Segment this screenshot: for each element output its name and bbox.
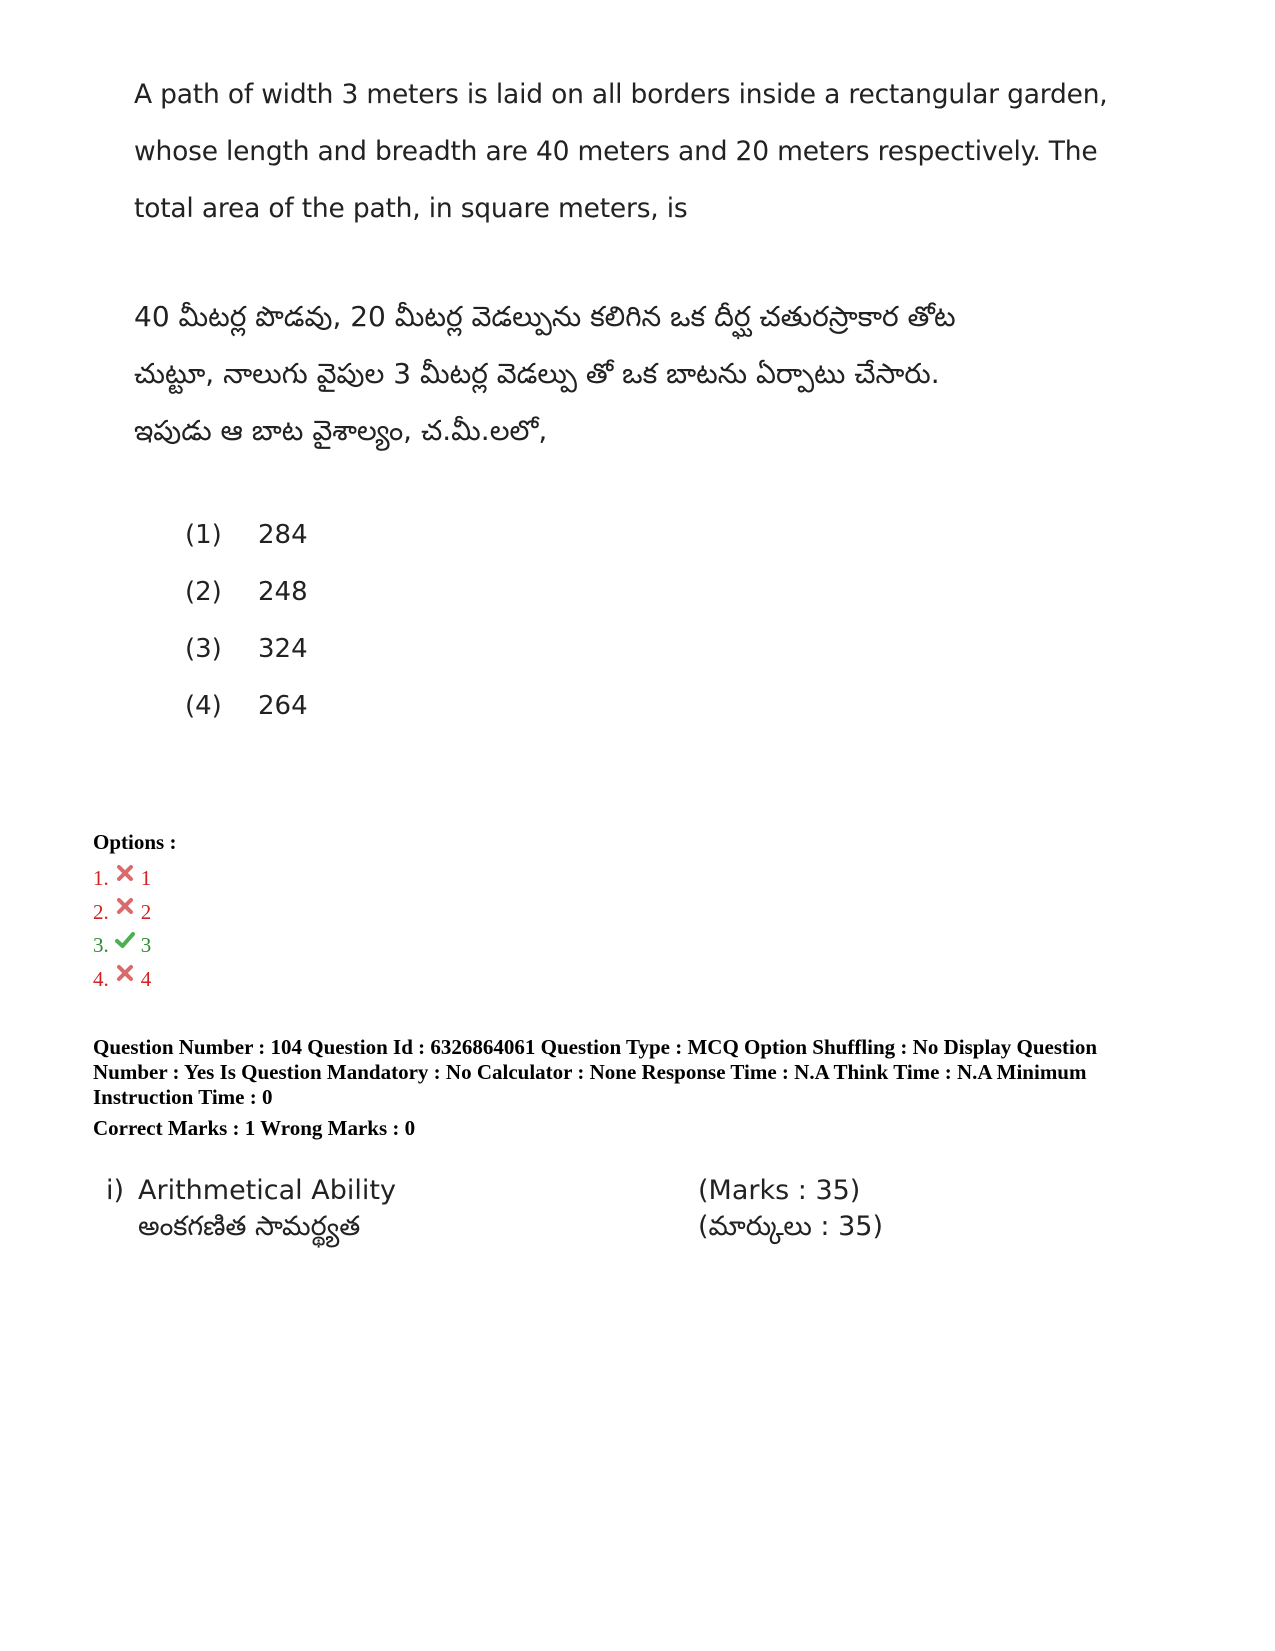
option-index: 2. <box>93 899 109 924</box>
answer-choice <box>185 691 308 748</box>
cross-icon <box>115 896 135 916</box>
cross-icon <box>115 863 135 883</box>
option-value: 2 <box>140 899 152 924</box>
choice-value: 324 <box>258 634 308 664</box>
question-line: ఇపుడు ఆ బాట వైశాల్యం, చ.మీ.లలో, <box>134 414 548 447</box>
question-line: A path of width 3 meters is laid on all borders inside a rectangular garden, <box>134 79 1108 110</box>
option-item <box>93 896 151 930</box>
option-value: 4 <box>140 966 152 991</box>
section-row-telugu <box>106 1210 1006 1250</box>
choice-number: (2) <box>185 577 222 607</box>
section-row-english <box>106 1170 1006 1210</box>
choice-number: (4) <box>185 691 222 721</box>
section-index: i) <box>106 1174 125 1206</box>
cross-icon <box>115 963 135 983</box>
option-value: 1 <box>140 866 152 891</box>
question-text-english <box>134 66 1108 237</box>
metadata-line: Instruction Time : 0 <box>93 1085 273 1109</box>
metadata-line: Number : Yes Is Question Mandatory : No Calculator : None Response Time : N.A Think Time : N.A Minimum <box>93 1060 1087 1084</box>
section-marks: (Marks : 35) <box>698 1174 861 1206</box>
check-icon <box>115 930 135 950</box>
question-text-telugu <box>134 288 1094 459</box>
answer-choice <box>185 520 308 577</box>
option-index: 4. <box>93 966 109 991</box>
option-value: 3 <box>140 933 152 958</box>
marks-line: Correct Marks : 1 Wrong Marks : 0 <box>93 1116 416 1140</box>
answer-choices <box>185 520 308 748</box>
choice-number: (1) <box>185 520 222 550</box>
section-marks-telugu: (మార్కులు : 35) <box>698 1211 883 1242</box>
option-index: 3. <box>93 933 109 958</box>
section-title: Arithmetical Ability <box>138 1174 396 1206</box>
option-index: 1. <box>93 866 109 891</box>
metadata-line: Question Number : 104 Question Id : 6326864061 Question Type : MCQ Option Shuffling : No Display Question <box>93 1035 1098 1059</box>
option-item <box>93 963 151 997</box>
choice-number: (3) <box>185 634 222 664</box>
options-list <box>93 862 151 996</box>
option-item <box>93 862 151 896</box>
answer-choice <box>185 577 308 634</box>
question-metadata <box>93 1035 1203 1141</box>
question-line: total area of the path, in square meters, is <box>134 193 688 224</box>
options-heading: Options : <box>93 830 177 854</box>
section-header <box>106 1170 1006 1250</box>
choice-value: 284 <box>258 520 308 550</box>
choice-value: 248 <box>258 577 308 607</box>
question-line: చుట్టూ, నాలుగు వైపుల 3 మీటర్ల వెడల్పు తో ఒక బాటను ఏర్పాటు చేసారు. <box>134 357 940 390</box>
section-title-telugu: అంకగణిత సామర్థ్యత <box>138 1211 361 1242</box>
option-item <box>93 929 151 963</box>
question-line: whose length and breadth are 40 meters and 20 meters respectively. The <box>134 136 1098 167</box>
question-line: 40 మీటర్ల పొడవు, 20 మీటర్ల వెడల్పును కలిగిన ఒక దీర్ఘ చతురస్రాకార తోట <box>134 300 956 333</box>
answer-choice <box>185 634 308 691</box>
choice-value: 264 <box>258 691 308 721</box>
